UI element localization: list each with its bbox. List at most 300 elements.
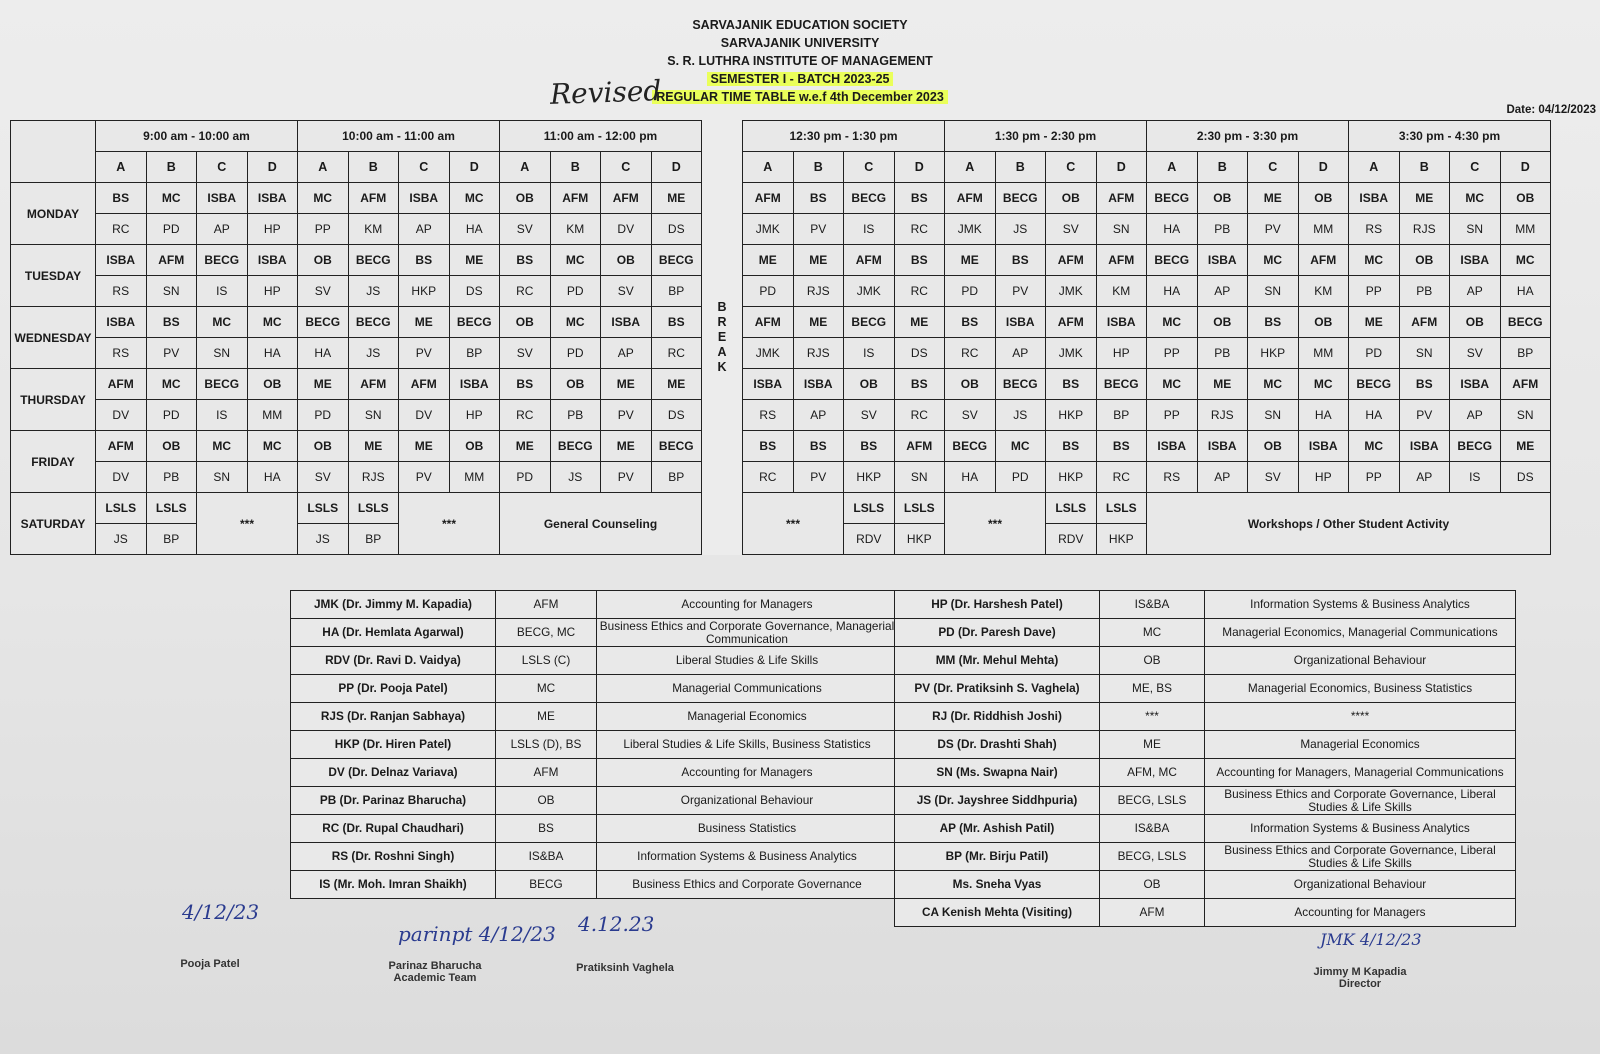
subject-cell: MC [1248,369,1299,400]
subject-cell: BS [399,245,450,276]
subject-cell: OB [1298,307,1349,338]
slot-header: 2:30 pm - 3:30 pm [1147,121,1349,152]
faculty-cell: PP [298,214,349,245]
subject-cell: MC [995,431,1046,462]
subject-cell: BECG [995,369,1046,400]
faculty-cell: AP [601,338,652,369]
subject-cell: ISBA [247,183,298,214]
faculty-cell: SV [500,338,551,369]
subject-code: AFM [496,591,597,619]
subject-cell: MC [1450,183,1501,214]
subject-cell: AFM [550,183,601,214]
subject-name: Organizational Behaviour [1205,871,1516,899]
faculty-cell: AP [793,400,844,431]
faculty-cell: HKP [399,276,450,307]
subject-cell: BS [844,431,895,462]
subject-cell: AFM [743,307,794,338]
faculty-cell: HA [298,338,349,369]
faculty-cell: DS [449,276,500,307]
faculty-name: PB (Dr. Parinaz Bharucha) [291,787,496,815]
subject-cell: MC [197,431,248,462]
subject-cell: BS [651,307,702,338]
faculty-name: BP (Mr. Birju Patil) [895,843,1100,871]
subject-cell: AFM [399,369,450,400]
subject-cell: ISBA [1147,431,1198,462]
subject-code: OB [1100,871,1205,899]
revised-annotation: Revised [549,74,662,111]
subject-cell: MC [449,183,500,214]
subject-code: BECG [496,871,597,899]
subject-cell: AFM [146,245,197,276]
subject-cell: ISBA [1298,431,1349,462]
faculty-cell: BP [449,338,500,369]
faculty-cell: AP [1399,462,1450,493]
signatory-4-role: Director [1338,978,1382,990]
subject-cell: BS [894,369,945,400]
subject-cell: ME [1349,307,1400,338]
subject-cell: ME [651,369,702,400]
section-header: B [146,152,197,183]
faculty-row [291,731,898,759]
faculty-cell: JMK [743,338,794,369]
faculty-row [895,731,1516,759]
subject-cell: AFM [1096,245,1147,276]
subject-cell: AFM [1096,183,1147,214]
timetable-title: REGULAR TIME TABLE w.e.f 4th December 2023 [652,90,948,104]
break-label: B R E A K [717,300,727,374]
faculty-cell: RC [894,276,945,307]
faculty-cell: DS [651,400,702,431]
subject-cell: BECG [1450,431,1501,462]
faculty-row [895,647,1516,675]
subject-cell: ME [793,245,844,276]
faculty-cell: RDV [1046,524,1097,555]
empty-slot: *** [945,493,1046,555]
corner-cell [11,121,96,183]
faculty-cell: RC [1096,462,1147,493]
faculty-cell: RJS [348,462,399,493]
institute-name: S. R. LUTHRA INSTITUTE OF MANAGEMENT [667,54,933,68]
subject-cell: OB [1197,307,1248,338]
faculty-cell: HKP [1046,400,1097,431]
faculty-name: IS (Mr. Moh. Imran Shaikh) [291,871,496,899]
subject-cell: OB [945,369,996,400]
signatory-4-name: Jimmy M Kapadia [1313,966,1407,978]
subject-cell: OB [1399,245,1450,276]
faculty-name: HP (Dr. Harshesh Patel) [895,591,1100,619]
subject-cell: ME [1248,183,1299,214]
signatory-1: Pooja Patel [180,958,240,970]
faculty-cell: PV [601,400,652,431]
signature-mark-1: 4/12/23 [182,900,260,924]
faculty-cell: PV [399,462,450,493]
subject-cell: AFM [601,183,652,214]
subject-cell: ISBA [1399,431,1450,462]
faculty-cell: PD [743,276,794,307]
subject-cell: MC [550,307,601,338]
faculty-cell: AP [1197,276,1248,307]
faculty-cell: HP [1096,338,1147,369]
faculty-cell: RJS [1399,214,1450,245]
signature-mark-2: parinpt 4/12/23 [398,922,556,946]
subject-code: MC [1100,619,1205,647]
faculty-row [895,871,1516,899]
faculty-cell: RJS [793,338,844,369]
faculty-cell: HKP [1248,338,1299,369]
faculty-cell: RC [743,462,794,493]
faculty-row [895,815,1516,843]
subject-cell: BS [793,431,844,462]
faculty-row [291,591,898,619]
faculty-cell: JMK [945,214,996,245]
faculty-row [291,619,898,647]
faculty-cell: RS [1147,462,1198,493]
section-header: A [1349,152,1400,183]
faculty-name: MM (Mr. Mehul Mehta) [895,647,1100,675]
subject-cell: OB [298,431,349,462]
faculty-cell: SN [1248,276,1299,307]
day-label: MONDAY [11,183,96,245]
subject-cell: MC [1349,431,1400,462]
faculty-cell: SV [1450,338,1501,369]
faculty-cell: DV [96,400,147,431]
subject-cell: LSLS [844,493,895,524]
faculty-cell: AP [399,214,450,245]
subject-cell: BECG [550,431,601,462]
faculty-cell: SV [945,400,996,431]
faculty-cell: MM [1500,214,1551,245]
faculty-cell: RS [96,338,147,369]
subject-cell: BS [1096,431,1147,462]
faculty-row [895,591,1516,619]
faculty-cell: HA [449,214,500,245]
faculty-row [895,759,1516,787]
signatory-2-role: Academic Team [393,972,477,984]
subject-code: *** [1100,703,1205,731]
faculty-cell: PB [1197,338,1248,369]
subject-name: Managerial Economics, Managerial Communications [1205,619,1516,647]
subject-name: Managerial Economics [597,703,898,731]
faculty-row [895,843,1516,871]
day-label: THURSDAY [11,369,96,431]
faculty-cell: RDV [844,524,895,555]
faculty-cell: JMK [844,276,895,307]
empty-slot: *** [399,493,500,555]
subject-cell: MC [1248,245,1299,276]
workshops-activity: Workshops / Other Student Activity [1147,493,1551,555]
subject-code: ME, BS [1100,675,1205,703]
subject-cell: OB [449,431,500,462]
faculty-row [291,787,898,815]
subject-cell: OB [298,245,349,276]
subject-cell: ME [651,183,702,214]
subject-cell: AFM [844,245,895,276]
faculty-name: AP (Mr. Ashish Patil) [895,815,1100,843]
faculty-cell: RC [894,400,945,431]
subject-code: BECG, LSLS [1100,787,1205,815]
subject-cell: ISBA [1450,369,1501,400]
faculty-cell: HP [247,214,298,245]
faculty-row [291,647,898,675]
faculty-cell: DS [894,338,945,369]
faculty-cell: MM [1298,214,1349,245]
faculty-table-right [894,590,1516,927]
subject-cell: MC [1349,245,1400,276]
subject-cell: AFM [348,183,399,214]
faculty-cell: HA [1298,400,1349,431]
faculty-cell: HKP [1046,462,1097,493]
timetable-grid [10,120,1551,555]
faculty-cell: MM [1298,338,1349,369]
faculty-cell: BP [651,462,702,493]
subject-cell: AFM [1399,307,1450,338]
faculty-cell: SN [1450,214,1501,245]
subject-cell: AFM [1500,369,1551,400]
slot-header: 10:00 am - 11:00 am [298,121,500,152]
subject-cell: BECG [1147,245,1198,276]
subject-cell: BECG [348,307,399,338]
subject-cell: BS [500,369,551,400]
faculty-cell: RS [1349,214,1400,245]
faculty-cell: HA [945,462,996,493]
subject-cell: OB [844,369,895,400]
faculty-cell: PP [1349,276,1400,307]
faculty-cell: PD [550,276,601,307]
subject-cell: AFM [894,431,945,462]
slot-header: 1:30 pm - 2:30 pm [945,121,1147,152]
subject-cell: MC [1298,369,1349,400]
subject-cell: BECG [651,245,702,276]
faculty-cell: RC [894,214,945,245]
faculty-cell: PB [1399,276,1450,307]
subject-cell: OB [247,369,298,400]
faculty-name: RC (Dr. Rupal Chaudhari) [291,815,496,843]
subject-cell: BECG [1500,307,1551,338]
faculty-cell: RC [500,400,551,431]
document-date: Date: 04/12/2023 [1506,104,1596,116]
faculty-cell: PP [1147,400,1198,431]
empty-slot: *** [197,493,298,555]
section-header: D [1096,152,1147,183]
section-header: B [1399,152,1450,183]
faculty-cell: PP [1349,462,1400,493]
subject-cell: OB [500,307,551,338]
faculty-row [895,703,1516,731]
subject-name: Accounting for Managers, Managerial Communications [1205,759,1516,787]
faculty-cell: SV [298,276,349,307]
subject-cell: MC [146,369,197,400]
subject-cell: LSLS [146,493,197,524]
faculty-name: DS (Dr. Drashti Shah) [895,731,1100,759]
subject-code: IS&BA [1100,815,1205,843]
subject-code: BECG, LSLS [1100,843,1205,871]
subject-cell: BECG [995,183,1046,214]
subject-code: AFM [496,759,597,787]
faculty-cell: PB [550,400,601,431]
faculty-cell: PV [793,462,844,493]
subject-cell: ME [793,307,844,338]
subject-cell: LSLS [1096,493,1147,524]
faculty-cell: JS [348,276,399,307]
subject-code: OB [496,787,597,815]
subject-cell: BECG [197,369,248,400]
faculty-cell: PD [146,400,197,431]
section-header: D [651,152,702,183]
faculty-cell: JS [995,400,1046,431]
faculty-cell: SN [197,338,248,369]
subject-cell: BECG [1349,369,1400,400]
subject-cell: BS [1399,369,1450,400]
subject-code: ME [1100,731,1205,759]
slot-header: 9:00 am - 10:00 am [96,121,298,152]
faculty-cell: IS [197,276,248,307]
subject-cell: ME [399,307,450,338]
subject-cell: AFM [1046,245,1097,276]
section-header: B [1197,152,1248,183]
subject-code: BS [496,815,597,843]
signatory-3: Pratiksinh Vaghela [576,962,674,974]
faculty-cell: AP [1450,276,1501,307]
subject-cell: ME [894,307,945,338]
society-name: SARVAJANIK EDUCATION SOCIETY [692,18,908,32]
section-header: D [894,152,945,183]
faculty-row [291,675,898,703]
subject-cell: BECG [197,245,248,276]
faculty-cell: SV [601,276,652,307]
subject-cell: MC [1500,245,1551,276]
section-header: B [793,152,844,183]
subject-cell: ME [348,431,399,462]
subject-cell: ISBA [601,307,652,338]
document-header [0,16,1600,106]
subject-cell: BS [1046,431,1097,462]
faculty-cell: PD [550,338,601,369]
subject-cell: ISBA [247,245,298,276]
subject-cell: BS [743,431,794,462]
faculty-cell: SN [1096,214,1147,245]
faculty-name: PD (Dr. Paresh Dave) [895,619,1100,647]
signatory-2-name: Parinaz Bharucha [388,960,482,972]
subject-cell: AFM [348,369,399,400]
faculty-cell: JMK [743,214,794,245]
faculty-cell: PD [500,462,551,493]
faculty-cell: SN [1399,338,1450,369]
faculty-name: CA Kenish Mehta (Visiting) [895,899,1100,927]
slot-header: 11:00 am - 12:00 pm [500,121,702,152]
section-header: D [449,152,500,183]
subject-code: IS&BA [1100,591,1205,619]
faculty-cell: DV [399,400,450,431]
faculty-cell: PV [1248,214,1299,245]
subject-name: Business Statistics [597,815,898,843]
subject-cell: ISBA [1349,183,1400,214]
section-header: D [1298,152,1349,183]
subject-code: AFM, MC [1100,759,1205,787]
faculty-cell: IS [844,338,895,369]
subject-code: LSLS (D), BS [496,731,597,759]
faculty-name: Ms. Sneha Vyas [895,871,1100,899]
subject-cell: BS [894,183,945,214]
general-counseling: General Counseling [500,493,702,555]
subject-cell: BECG [844,183,895,214]
faculty-cell: BP [146,524,197,555]
faculty-cell: SV [844,400,895,431]
faculty-cell: PV [399,338,450,369]
subject-cell: ME [399,431,450,462]
faculty-cell: PD [146,214,197,245]
subject-name: Organizational Behaviour [597,787,898,815]
section-header: C [844,152,895,183]
faculty-cell: SV [1248,462,1299,493]
subject-cell: MC [1147,307,1198,338]
subject-name: Information Systems & Business Analytics [1205,815,1516,843]
subject-cell: BS [1248,307,1299,338]
faculty-cell: KM [348,214,399,245]
faculty-cell: SV [1046,214,1097,245]
subject-cell: BS [995,245,1046,276]
subject-cell: BECG [844,307,895,338]
subject-name: Accounting for Managers [597,759,898,787]
faculty-cell: HKP [1096,524,1147,555]
faculty-cell: RS [743,400,794,431]
subject-cell: BECG [945,431,996,462]
faculty-cell: HKP [894,524,945,555]
faculty-cell: HA [1349,400,1400,431]
faculty-cell: HP [247,276,298,307]
subject-cell: AFM [945,183,996,214]
section-header: A [945,152,996,183]
faculty-name: DV (Dr. Delnaz Variava) [291,759,496,787]
section-header: C [197,152,248,183]
subject-name: Business Ethics and Corporate Governance, Managerial Communication [597,619,898,647]
section-header: D [1500,152,1551,183]
subject-name: Information Systems & Business Analytics [1205,591,1516,619]
faculty-cell: DS [1500,462,1551,493]
faculty-row [895,619,1516,647]
faculty-cell: DV [601,214,652,245]
faculty-cell: HP [1298,462,1349,493]
subject-cell: AFM [1298,245,1349,276]
subject-cell: ISBA [1096,307,1147,338]
subject-cell: LSLS [894,493,945,524]
signature-mark-3: 4.12.23 [578,912,655,936]
faculty-cell: AP [995,338,1046,369]
signatory-4 [1290,966,1430,990]
faculty-cell: JS [96,524,147,555]
faculty-cell: RC [500,276,551,307]
section-header: C [1450,152,1501,183]
day-label: FRIDAY [11,431,96,493]
section-header: C [601,152,652,183]
subject-cell: ME [601,431,652,462]
faculty-cell: SV [500,214,551,245]
subject-cell: BS [793,183,844,214]
faculty-cell: IS [1450,462,1501,493]
faculty-cell: KM [1298,276,1349,307]
faculty-cell: KM [550,214,601,245]
faculty-cell: JS [995,214,1046,245]
faculty-cell: SV [298,462,349,493]
faculty-cell: JMK [1046,338,1097,369]
subject-name: Business Ethics and Corporate Governance, Liberal Studies & Life Skills [1205,787,1516,815]
subject-cell: OB [500,183,551,214]
faculty-cell: JS [298,524,349,555]
section-header: B [995,152,1046,183]
subject-name: Liberal Studies & Life Skills, Business Statistics [597,731,898,759]
faculty-cell: RC [96,214,147,245]
subject-cell: OB [1046,183,1097,214]
subject-cell: BECG [1147,183,1198,214]
